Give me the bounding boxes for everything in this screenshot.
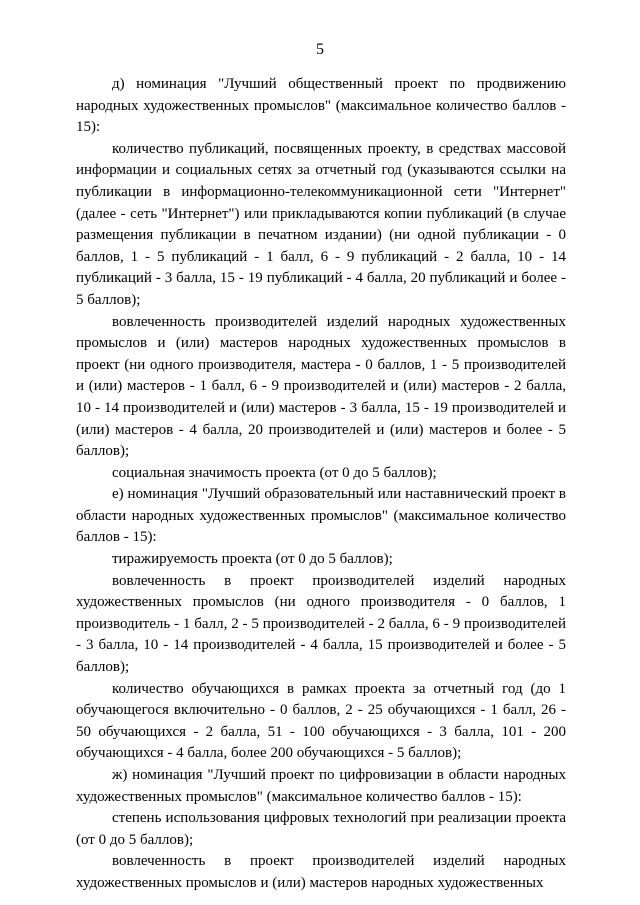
page-number: 5 [316, 41, 324, 58]
paragraph-nomination-d: д) номинация "Лучший общественный проект по продвижению народных художественных промыслов" (максимальное количество баллов - 15): [76, 76, 566, 136]
document-body [76, 74, 566, 895]
paragraph-producers-involvement-zh: вовлеченность в проект производителей изделий народных художественных промыслов и (или) мастеров народных художественных [76, 853, 566, 891]
paragraph-social-significance: социальная значимость проекта (от 0 до 5 баллов); [112, 464, 437, 481]
paragraph-students-count: количество обучающихся в рамках проекта за отчетный год (до 1 обучающегося включительно - 0 баллов, 2 - 25 обучающихся - 1 балл, 26 - 50 обучающихся - 2 балла, 51 - 100 обучающихся - 3 балла, 101 - 200 обучающихся - 4 балла, более 200 обучающихся - 5 баллов); [76, 680, 566, 762]
paragraph-producers-involvement: вовлеченность производителей изделий народных художественных промыслов и (или) мастеров народных художественных промыслов в проект (ни одного производителя, мастера - 0 баллов, 1 - 5 производителей и (или) мастеров - 1 балл, 6 - 9 производителей и (или) мастеров - 2 балла, 10 - 14 производителей и (или) мастеров - 3 балла, 15 - 19 производителей и (или) мастеров - 4 балла, 20 производителей и (или) мастеров и более - 5 баллов); [76, 313, 566, 460]
paragraph-nomination-e: е) номинация "Лучший образовательный или наставнический проект в области народных художественных промыслов" (максимальное количество баллов - 15): [76, 486, 566, 546]
paragraph-replicability: тиражируемость проекта (от 0 до 5 баллов); [112, 551, 393, 568]
paragraph-nomination-zh: ж) номинация "Лучший проект по цифровизации в области народных художественных промыслов" (максимальное количество баллов - 15): [76, 767, 566, 805]
paragraph-publications-count: количество публикаций, посвященных проекту, в средствах массовой информации и социальных сетях за отчетный год (указываются ссылки на публикации в информационно-телекоммуникационной сети "Интернет" (далее - сеть "Интернет") или прикладываются копии публикаций (в случае размещения публикации в печатном издании) (ни одной публикации - 0 баллов, 1 - 5 публикаций - 1 балл, 6 - 9 публикаций - 2 балла, 10 - 14 публикаций - 3 балла, 15 - 19 публикаций - 4 балла, 20 публикаций и более - 5 баллов); [76, 140, 566, 308]
paragraph-producers-involvement-e: вовлеченность в проект производителей изделий народных художественных промыслов (ни одного производителя - 0 баллов, 1 производитель - 1 балл, 2 - 5 производителей - 2 балла, 6 - 9 производителей - 3 балла, 10 - 14 производителей - 4 балла, 15 производителей и более - 5 баллов); [76, 572, 566, 676]
paragraph-digital-tech-usage: степень использования цифровых технологий при реализации проекта (от 0 до 5 баллов); [76, 810, 566, 848]
